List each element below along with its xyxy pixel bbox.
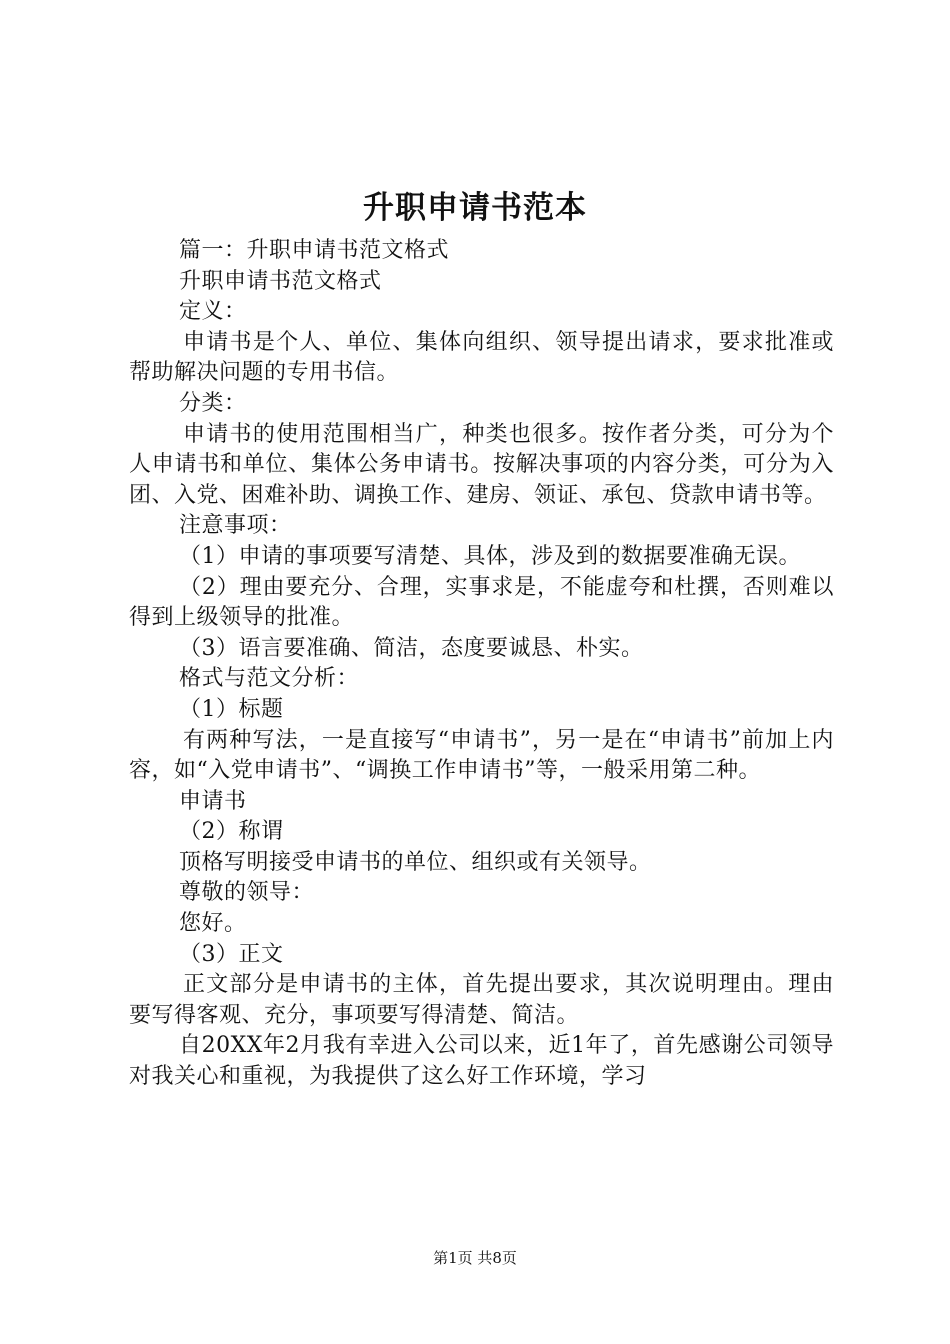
paragraph: 申请书是个人、单位、集体向组织、领导提出请求，要求批准或帮助解决问题的专用书信。 — [129, 329, 834, 386]
paragraph: 定义： — [179, 299, 247, 325]
paragraph: 尊敬的领导： — [179, 880, 315, 906]
paragraph: 格式与范文分析： — [179, 666, 360, 692]
paragraph: （2）称谓 — [179, 819, 284, 845]
paragraph: （3）语言要准确、简洁，态度要诚恳、朴实。 — [179, 635, 644, 661]
paragraph: 申请书的使用范围相当广，种类也很多。按作者分类，可分为个人申请书和单位、集体公务申请书。按解决事项的内容分类，可分为入团、入党、困难补助、调换工作、建房、领证、承包、贷款申请书等。 — [129, 421, 834, 508]
paragraph: 有两种写法，一是直接写“申请书”，另一是在“申请书”前加上内容，如“入党申请书”、“调换工作申请书”等，一般采用第二种。 — [129, 727, 834, 784]
paragraph: 顶格写明接受申请书的单位、组织或有关领导。 — [179, 849, 652, 875]
paragraph: 自20XX年2月我有幸进入公司以来，近1年了，首先感谢公司领导对我关心和重视，为我提供了这么好工作环境，学习 — [129, 1033, 834, 1090]
paragraph: 注意事项： — [179, 513, 292, 539]
paragraph: 正文部分是申请书的主体，首先提出要求，其次说明理由。理由要写得客观、充分，事项要写得清楚、简洁。 — [129, 972, 834, 1028]
document-body — [129, 236, 834, 1093]
paragraph: 升职申请书范文格式 — [179, 268, 382, 294]
paragraph: 申请书 — [179, 788, 247, 814]
paragraph: （1）申请的事项要写清楚、具体，涉及到的数据要准确无误。 — [179, 543, 801, 569]
paragraph: （1）标题 — [179, 696, 284, 722]
paragraph: 您好。 — [179, 911, 247, 937]
page-footer: 第1页 共8页 — [433, 1249, 517, 1267]
paragraph: 篇一：升职申请书范文格式 — [179, 238, 450, 263]
document-title: 升职申请书范本 — [363, 190, 587, 226]
paragraph: 分类： — [179, 390, 247, 416]
paragraph: （3）正文 — [179, 941, 284, 967]
paragraph: （2）理由要充分、合理，实事求是，不能虚夸和杜撰，否则难以得到上级领导的批准。 — [129, 574, 834, 631]
